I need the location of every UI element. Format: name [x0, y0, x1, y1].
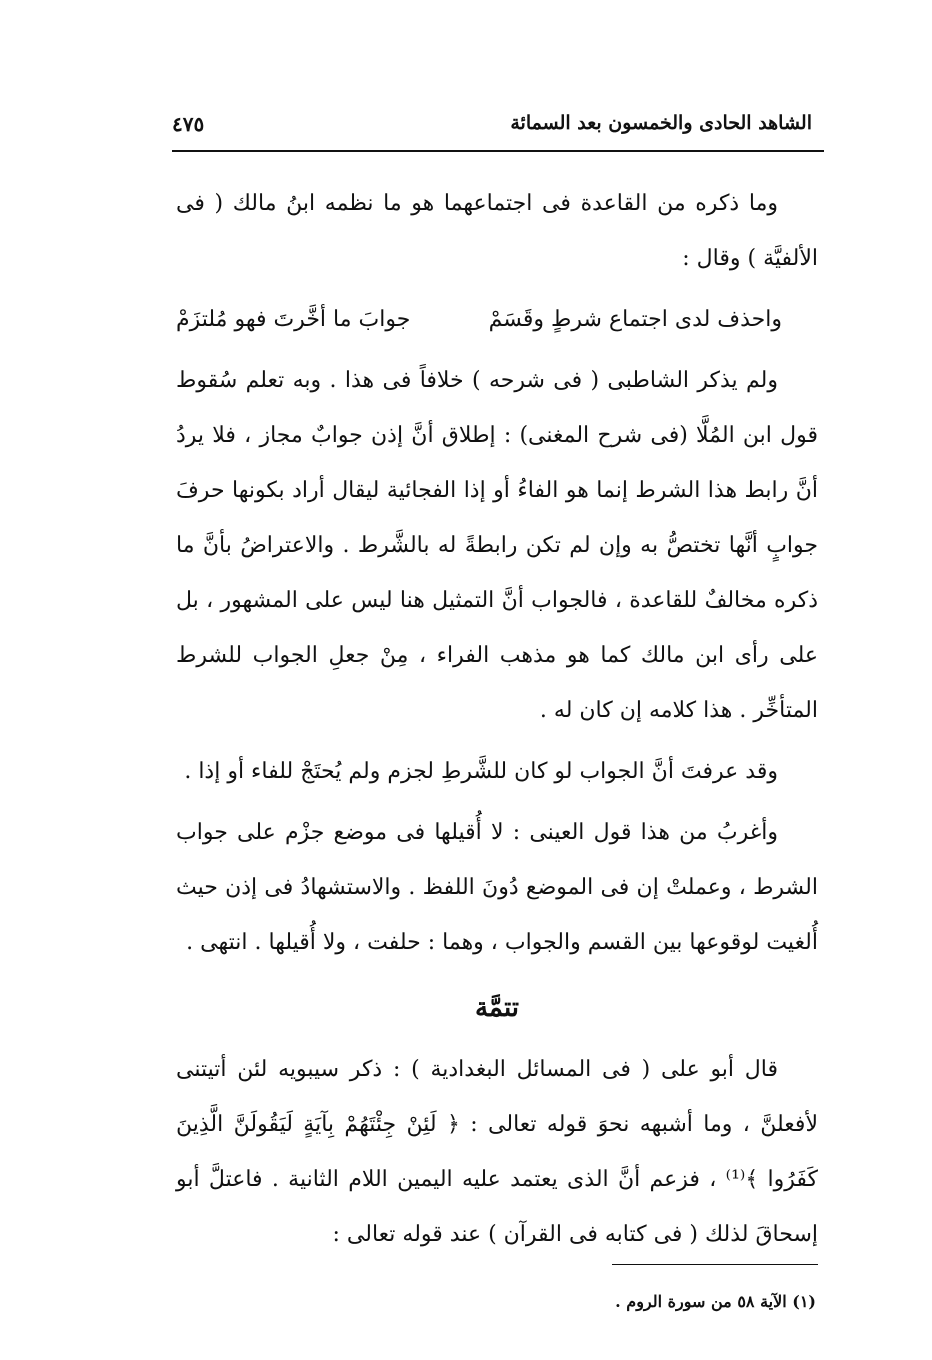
poetry-verse [176, 292, 818, 347]
paragraph-1: وما ذكره من القاعدة فى اجتماعهما هو ما نظمه ابنُ مالك ( فى الألفيَّة ) وقال : [176, 191, 818, 271]
header-rule [172, 150, 824, 152]
page-number: ٤٧٥ [172, 112, 205, 136]
paragraph-5: قال أبو على ( فى المسائل البغدادية ) : ذكر سيبويه لئن أتيتنى لأفعلنَّ ، وما أشبهه نحوَ قوله تعالى : ﴿ لَئِنْ جِئْتَهُمْ بِآيَةٍ لَيَقُولَنَّ الَّذِينَ كَفَرُوا ﴾⁽¹⁾ ، فزعم أنَّ الذى يعتمد عليه اليمين اللام الثانية . فاعتلَّ أبو إسحاقَ لذلك ( فى كتابه فى القرآن ) عند قوله تعالى : [176, 1057, 819, 1247]
running-title: الشاهد الحادى والخمسون بعد السمائة [510, 112, 812, 134]
footnote: (١) الآية ٥٨ من سورة الروم . [615, 1292, 816, 1311]
paragraph-2: ولم يذكر الشاطبى ( فى شرحه ) خلافاً فى هذا . وبه تعلم سُقوط قول ابن المُلَّا (فى شرح المغنى) : إطلاق أنَّ إذن جوابٌ مجاز ، فلا يردُ أنَّ رابط هذا الشرط إنما هو الفاءُ أو إذا الفجائية ليقال أراد بكونها حرفَ جوابٍ أنَّها تختصُّ به وإن لم تكن رابطةً له بالشَّرط . والاعتراضُ بأنَّ ما ذكره مخالفٌ للقاعدة ، فالجواب أنَّ التمثيل هنا ليس على المشهور ، بل على رأى ابن مالك كما هو مذهب الفراء ، مِنْ جعلِ الجواب للشرط المتأخِّر . هذا كلامه إن كان له . [176, 368, 818, 723]
footnote-rule [612, 1264, 818, 1265]
page-header [172, 112, 824, 148]
section-heading: تتمَّة [474, 993, 520, 1023]
main-text [176, 176, 818, 1262]
verse-first-hemistich: واحذف لدى اجتماع شرطٍ وقَسَمْ [488, 307, 782, 332]
paragraph-4: وأغربُ من هذا قول العينى : لا أُقيلها فى موضع جزْم على جواب الشرط ، وعملتْ إن فى الموضع دُونَ اللفظ . والاستشهادُ فى إذن حيث أُلغيت لوقوعها بين القسم والجواب ، وهما : حلفت ، ولا أُقيلها . انتهى . [176, 820, 818, 955]
verse-second-hemistich: جوابَ ما أخَّرتَ فهو مُلتزَمْ [176, 307, 411, 332]
paragraph-3: وقد عرفتَ أنَّ الجواب لو كان للشَّرطِ لجزم ولم يُحتَجْ للفاء أو إذا . [184, 759, 778, 784]
